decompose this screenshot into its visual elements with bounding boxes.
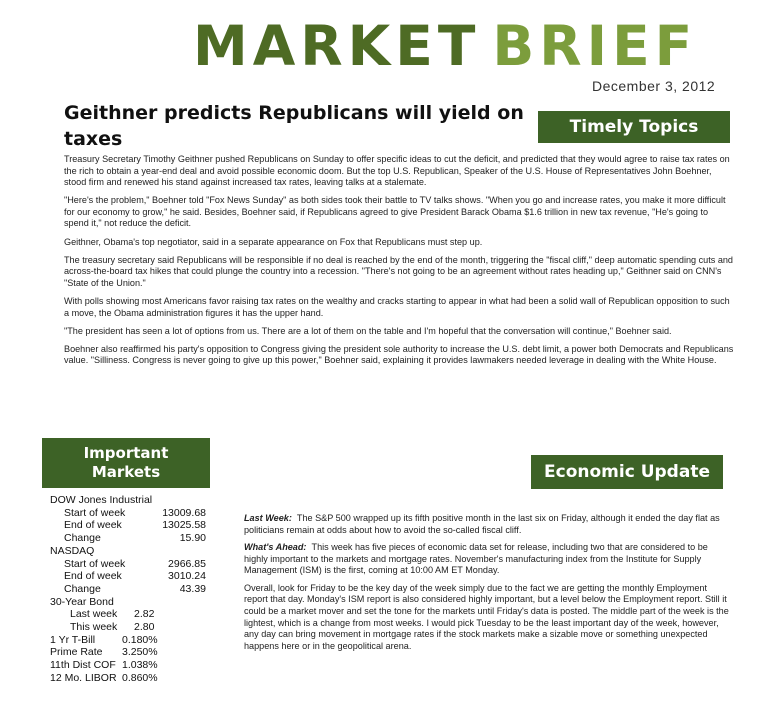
market-label: Start of week xyxy=(64,557,126,570)
market-value: 13025.58 xyxy=(162,519,206,532)
last-week-paragraph xyxy=(244,513,732,536)
market-value: 2.82 xyxy=(134,608,155,621)
market-label: End of week xyxy=(64,570,122,583)
article-paragraph: With polls showing most Americans favor raising tax rates on the wealthy and cracks starting to appear in what had been a solid wall of Republican opposition to such a move, the Obama administration figures it has the upper hand. xyxy=(64,295,730,318)
market-value: 3010.24 xyxy=(168,570,206,583)
market-value: 2966.85 xyxy=(168,557,206,570)
markets-table xyxy=(50,494,220,685)
nasdaq-row-start xyxy=(50,558,220,571)
article-paragraph: Geithner, Obama's top negotiator, said in a separate appearance on Fox that Republicans must step up. xyxy=(64,236,483,247)
market-label: Start of week xyxy=(64,506,126,519)
overall-paragraph: Overall, look for Friday to be the key day of the week simply due to the fact we are getting the monthly Employment report that day. Monday's ISM report is also considered highly important, but a level below the Employment report. Still it could be a market mover and set the tone for the markets until Friday's data is posted. The middle part of the week is the lightest, which is a change from most weeks. I would pick Tuesday to be the least important day of the week, however, any day can bring movement in mortgage rates if the stock markets make a sizable move or something unexpected happens here or in the geopolitical arena. xyxy=(244,582,729,652)
article-paragraph: Treasury Secretary Timothy Geithner pushed Republicans on Sunday to offer specific ideas to cut the deficit, and predicted that they would agree to raise tax rates on the rich to obtain a year-end deal and avoid possible economic doom. But the top U.S. Republican, Speaker of the U.S. House of Representatives John Boehner, stood firm and renewed his stand against increased tax rates, leaving talks at a stalemate. xyxy=(64,154,730,188)
last-week-label: Last Week: xyxy=(244,513,292,523)
dow-row-start xyxy=(50,507,220,520)
bond-row-this xyxy=(50,621,220,634)
market-value: 3.250% xyxy=(122,646,158,659)
nasdaq-row-end xyxy=(50,570,220,583)
market-value: 15.90 xyxy=(179,532,206,545)
bond-header: 30-Year Bond xyxy=(50,595,114,608)
dow-row-change xyxy=(50,532,220,545)
rate-row-prime xyxy=(50,646,220,659)
market-label: Last week xyxy=(70,608,118,621)
important-markets-title-line1: Important xyxy=(83,444,169,462)
market-label: End of week xyxy=(64,519,122,532)
masthead-word-market: MARKET xyxy=(193,14,481,78)
timely-topics-banner: Timely Topics xyxy=(538,111,730,143)
whats-ahead-label: What's Ahead: xyxy=(244,541,307,552)
dow-row-end xyxy=(50,519,220,532)
masthead-word-brief: BRIEF xyxy=(492,14,698,78)
last-week-text: The S&P 500 wrapped up its fifth positive month in the last six on Friday, although it ended the day flat as politicians remain at odds about how to avoid the so-called fiscal cliff. xyxy=(244,513,720,535)
market-value: 0.180% xyxy=(122,633,158,646)
market-label: 12 Mo. LIBOR xyxy=(50,671,117,684)
market-label: Prime Rate xyxy=(50,646,103,659)
article-paragraph: Boehner also reaffirmed his party's opposition to Congress giving the president sole authority to increase the U.S. debt limit, a power both Democrats and Republicans value. "Silliness. Congress is never going to give up this power," Boehner said, explaining it provides lawmakers needed leverage in dealing with the White House. xyxy=(64,343,734,366)
market-label: 1 Yr T-Bill xyxy=(50,633,96,646)
issue-date: December 3, 2012 xyxy=(592,78,716,94)
market-value: 2.80 xyxy=(134,621,155,634)
dow-header: DOW Jones Industrial xyxy=(50,494,153,506)
market-label: Change xyxy=(64,582,101,595)
article-paragraph: The treasury secretary said Republicans will be responsible if no deal is reached by the end of the month, triggering the "fiscal cliff," deep automatic spending cuts and across-the-board tax hikes that could plunge the country into a recession. "There's not going to be an agreement without rates heading up," Geithner said on CNN's "State of the Union." xyxy=(64,254,733,288)
whats-ahead-text: This week has five pieces of economic data set for release, including two that are considered to be highly important to the markets and mortgage rates. November's manufacturing index from the Institute for Supply Management (ISM) is the first, coming at 10:00 AM ET Monday. xyxy=(244,541,708,576)
bond-row-last xyxy=(50,608,220,621)
article-headline: Geithner predicts Republicans will yield on taxes xyxy=(64,102,524,150)
market-label: 11th Dist COF xyxy=(50,659,116,672)
article-paragraph: "Here's the problem," Boehner told "Fox News Sunday" as both sides took their battle to TV talks shows. "When you go and increase rates, you make it more difficult for our economy to grow," he said. Besides, Boehner said, if Republicans agreed to give President Barack Obama $1.6 trillion in new tax revenue, "He's going to spend it," not reduce the deficit. xyxy=(64,195,726,229)
nasdaq-row-change xyxy=(50,583,220,596)
economic-update-banner: Economic Update xyxy=(531,455,723,489)
market-label: This week xyxy=(70,621,118,634)
rate-row-libor xyxy=(50,672,220,685)
important-markets-banner xyxy=(42,438,210,488)
rate-row-tbill xyxy=(50,634,220,647)
market-value: 0.860% xyxy=(122,671,158,684)
market-value: 13009.68 xyxy=(162,506,206,519)
economic-update-body xyxy=(244,513,732,658)
nasdaq-header: NASDAQ xyxy=(50,544,95,557)
article-body xyxy=(64,154,734,373)
market-value: 1.038% xyxy=(122,659,158,672)
market-label: Change xyxy=(64,532,101,545)
whats-ahead-paragraph xyxy=(244,542,732,577)
article-paragraph: "The president has seen a lot of options from us. There are a lot of them on the table and I'm hopeful that the conversation will continue," Boehner said. xyxy=(64,325,672,336)
important-markets-title-line2: Markets xyxy=(91,463,161,481)
rate-row-cof xyxy=(50,659,220,672)
masthead-title xyxy=(193,14,697,78)
market-value: 43.39 xyxy=(179,582,206,595)
